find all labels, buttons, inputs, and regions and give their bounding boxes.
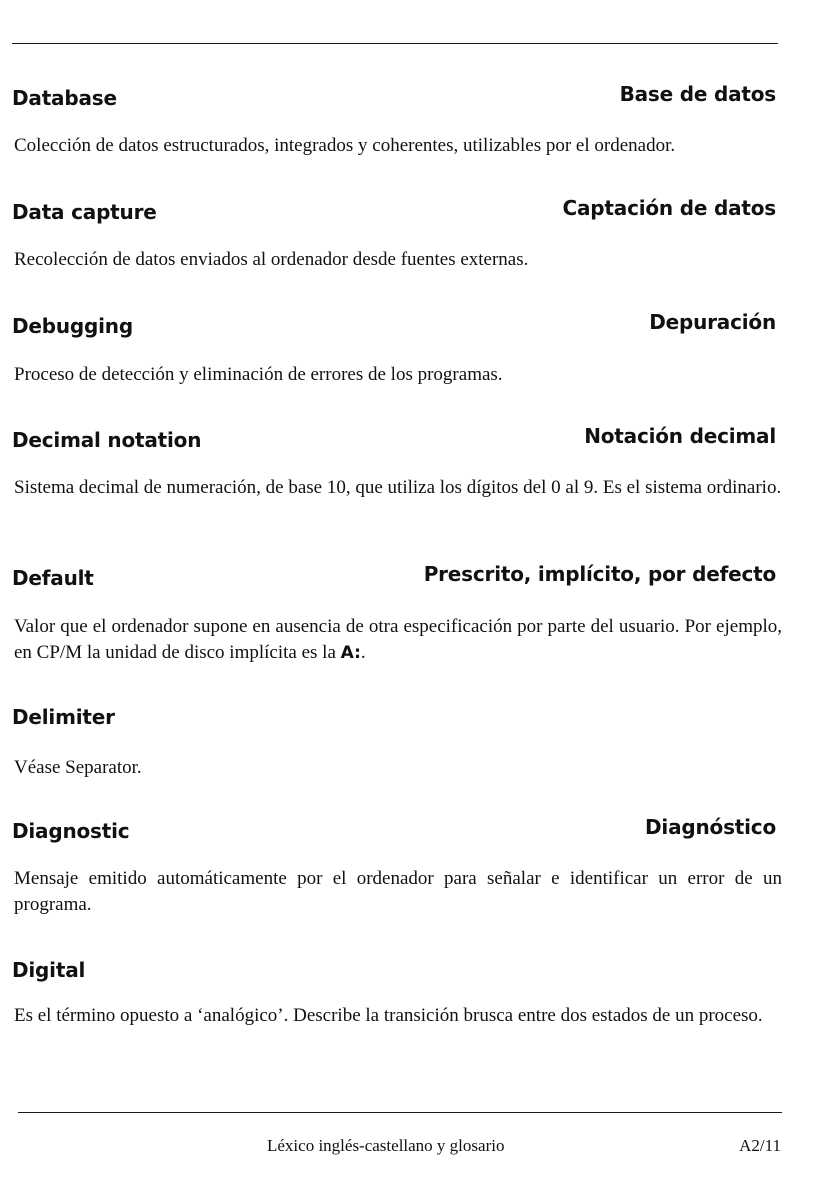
term-english: Data capture	[12, 200, 157, 224]
definition: Véase Separator.	[14, 757, 142, 778]
term-english: Delimiter	[12, 705, 115, 729]
definition	[14, 614, 782, 666]
definition: Proceso de detección y eliminación de errores de los programas.	[14, 364, 503, 385]
term-spanish: Diagnóstico	[645, 815, 776, 839]
term-english: Decimal notation	[12, 428, 202, 452]
term-english: Database	[12, 86, 117, 110]
term-english: Default	[12, 566, 94, 590]
definition: Recolección de datos enviados al ordenador desde fuentes externas.	[14, 249, 529, 270]
term-english: Debugging	[12, 314, 133, 338]
term-spanish: Notación decimal	[584, 424, 776, 448]
term-spanish: Base de datos	[619, 82, 776, 106]
page-number: A2/11	[739, 1136, 781, 1155]
term-spanish: Prescrito, implícito, por defecto	[423, 562, 776, 586]
definition-text: Valor que el ordenador supone en ausencia de otra especificación por parte del usuario. Por ejemplo, en CP/M la unidad de disco implícita es la	[14, 616, 782, 663]
term-english: Diagnostic	[12, 819, 130, 843]
definition: Mensaje emitido automáticamente por el ordenador para señalar e identificar un error de un programa.	[14, 868, 782, 915]
term-spanish: Depuración	[649, 310, 776, 334]
footer-title: Léxico inglés-castellano y glosario	[267, 1136, 505, 1155]
header-rule	[12, 43, 778, 44]
term-english: Digital	[12, 958, 86, 982]
definition: Colección de datos estructurados, integrados y coherentes, utilizables por el ordenador.	[14, 135, 676, 156]
definition-text-end: .	[360, 642, 366, 663]
drive-letter: A:	[340, 643, 361, 663]
definition: Es el término opuesto a ‘analógico’. Describe la transición brusca entre dos estados de un proceso.	[14, 1005, 763, 1026]
footer-rule	[18, 1112, 782, 1113]
definition: Sistema decimal de numeración, de base 10, que utiliza los dígitos del 0 al 9. Es el sistema ordinario.	[14, 477, 782, 498]
term-spanish: Captación de datos	[562, 196, 776, 220]
